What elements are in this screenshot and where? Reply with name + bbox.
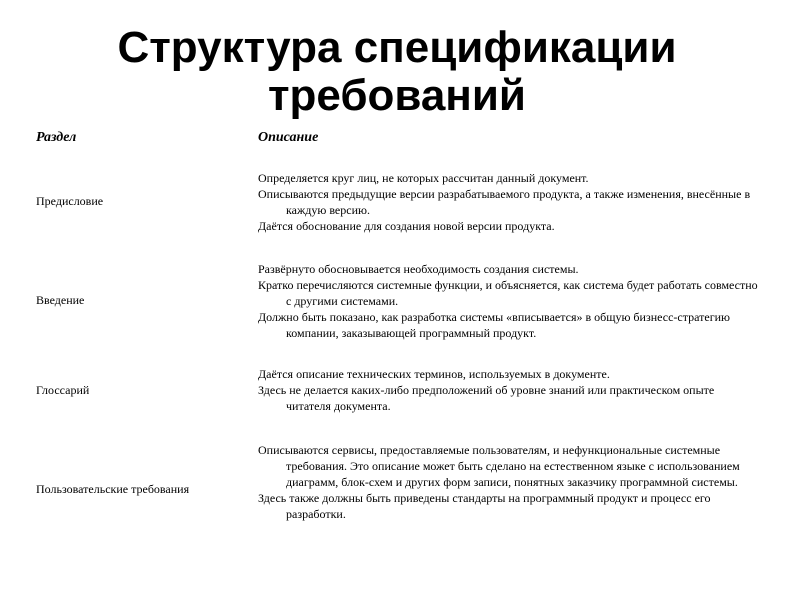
page-title-line-1: Структура спецификации — [117, 23, 677, 72]
description-line: Здесь также должны быть приведены стандарты на программный продукт и процесс его разработки. — [258, 491, 711, 521]
description-line: Описываются предыдущие версии разрабатываемого продукта, а также изменения, внесённые в каждую версию. — [258, 187, 751, 217]
description-line: Должно быть показано, как разработка системы «вписывается» в общую бизнесс-стратегию компании, заказывающей программный продукт. — [258, 310, 731, 340]
section-label-preface: Предисловие — [36, 194, 104, 208]
section-label-introduction: Введение — [36, 293, 85, 307]
description-list-preface — [258, 170, 758, 234]
section-label-user-requirements: Пользовательские требования — [36, 482, 190, 496]
section-label-glossary: Глоссарий — [36, 383, 90, 397]
description-line: Развёрнуто обосновывается необходимость создания системы. — [258, 262, 579, 276]
description-line: Даётся обоснование для создания новой версии продукта. — [258, 219, 555, 233]
description-list-user-requirements — [258, 442, 758, 522]
column-header-section: Раздел — [36, 130, 77, 145]
description-list-introduction — [258, 261, 758, 341]
page-title — [0, 24, 794, 120]
description-line: Кратко перечисляются системные функции, и объясняется, как система будет работать совместно с другими системами. — [258, 278, 758, 308]
description-line: Описываются сервисы, предоставляемые пользователям, и нефункциональные системные требования. Это описание может быть сделано на естественном языке с использованием диаграмм, блок-схем и других форм записи, понятных заказчику программной системы. — [258, 443, 740, 489]
description-line: Определяется круг лиц, не которых рассчитан данный документ. — [258, 171, 589, 185]
page-title-line-2: требований — [268, 71, 526, 120]
description-line: Здесь не делается каких-либо предположений об уровне знаний или практическом опыте читателя документа. — [258, 383, 715, 413]
description-list-glossary — [258, 366, 758, 414]
column-header-description: Описание — [258, 130, 319, 145]
description-line: Даётся описание технических терминов, используемых в документе. — [258, 367, 610, 381]
